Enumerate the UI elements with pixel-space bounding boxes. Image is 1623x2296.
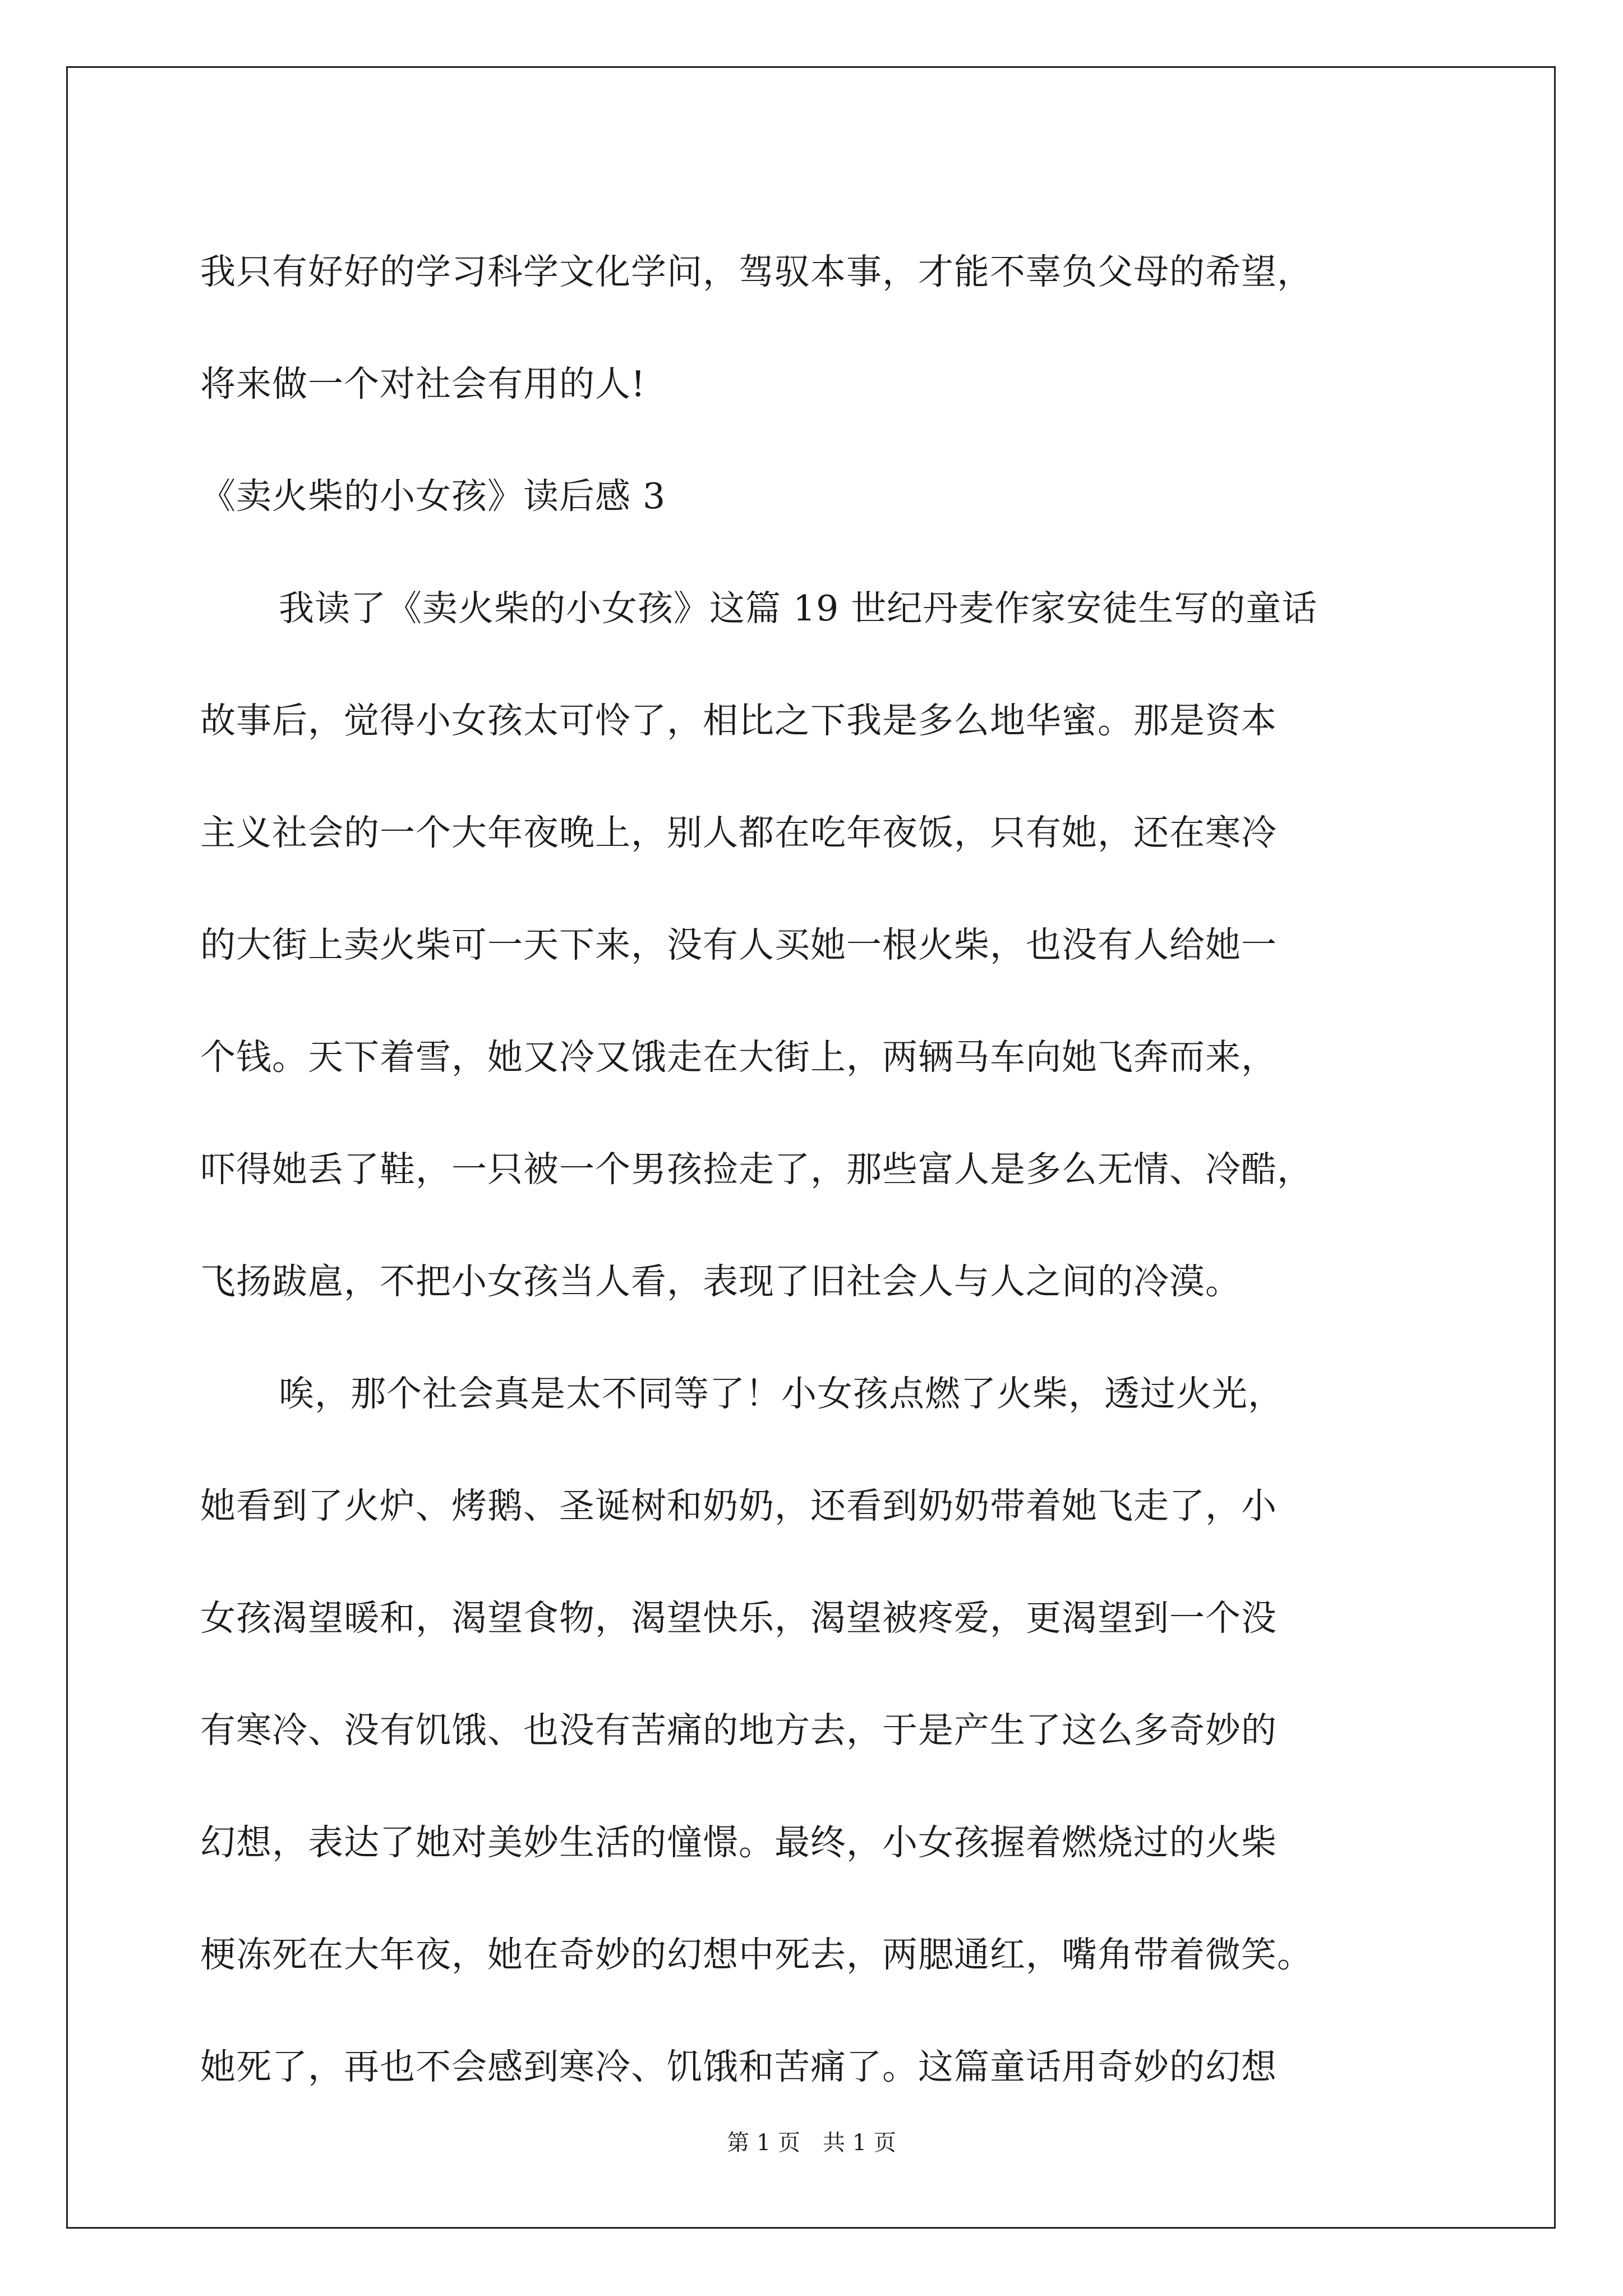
page-total: 共 1 页	[823, 2130, 896, 2156]
body-line: 幻想，表达了她对美妙生活的憧憬。最终，小女孩握着燃烧过的火柴	[200, 1822, 1277, 1863]
body-line: 将来做一个对社会有用的人!	[200, 364, 646, 404]
page-footer	[0, 2129, 1623, 2157]
body-line: 主义社会的一个大年夜晚上，别人都在吃年夜饭，只有她，还在寒冷	[200, 812, 1277, 853]
body-line: 的大街上卖火柴可一天下来，没有人买她一根火柴，也没有人给她一	[200, 924, 1277, 965]
body-line: 我只有好好的学习科学文化学问，驾驭本事，才能不辜负父母的希望，	[200, 251, 1313, 292]
body-line: 女孩渴望暖和，渴望食物，渴望快乐，渴望被疼爱，更渴望到一个没	[200, 1598, 1277, 1639]
body-line: 梗冻死在大年夜，她在奇妙的幻想中死去，两腮通红，嘴角带着微笑。	[200, 1934, 1313, 1975]
document-body	[200, 216, 1468, 2123]
body-line: 飞扬跋扈，不把小女孩当人看，表现了旧社会人与人之间的冷漠。	[200, 1261, 1241, 1302]
page-number: 第 1 页	[727, 2130, 800, 2156]
paragraph-start-line: 我读了《卖火柴的小女孩》这篇 19 世纪丹麦作家安徒生写的童话	[279, 588, 1318, 629]
body-line: 吓得她丢了鞋，一只被一个男孩捡走了，那些富人是多么无情、冷酷，	[200, 1149, 1313, 1190]
body-line: 有寒冷、没有饥饿、也没有苦痛的地方去，于是产生了这么多奇妙的	[200, 1710, 1277, 1751]
section-heading: 《卖火柴的小女孩》读后感 3	[200, 476, 666, 517]
body-line: 她看到了火炉、烤鹅、圣诞树和奶奶，还看到奶奶带着她飞走了，小	[200, 1485, 1277, 1526]
body-line: 故事后，觉得小女孩太可怜了，相比之下我是多么地华蜜。那是资本	[200, 700, 1277, 741]
body-line: 个钱。天下着雪，她又冷又饿走在大街上，两辆马车向她飞奔而来，	[200, 1037, 1277, 1078]
paragraph-start-line: 唉，那个社会真是太不同等了！小女孩点燃了火柴，透过火光，	[279, 1373, 1284, 1414]
body-line: 她死了，再也不会感到寒冷、饥饿和苦痛了。这篇童话用奇妙的幻想	[200, 2046, 1277, 2087]
